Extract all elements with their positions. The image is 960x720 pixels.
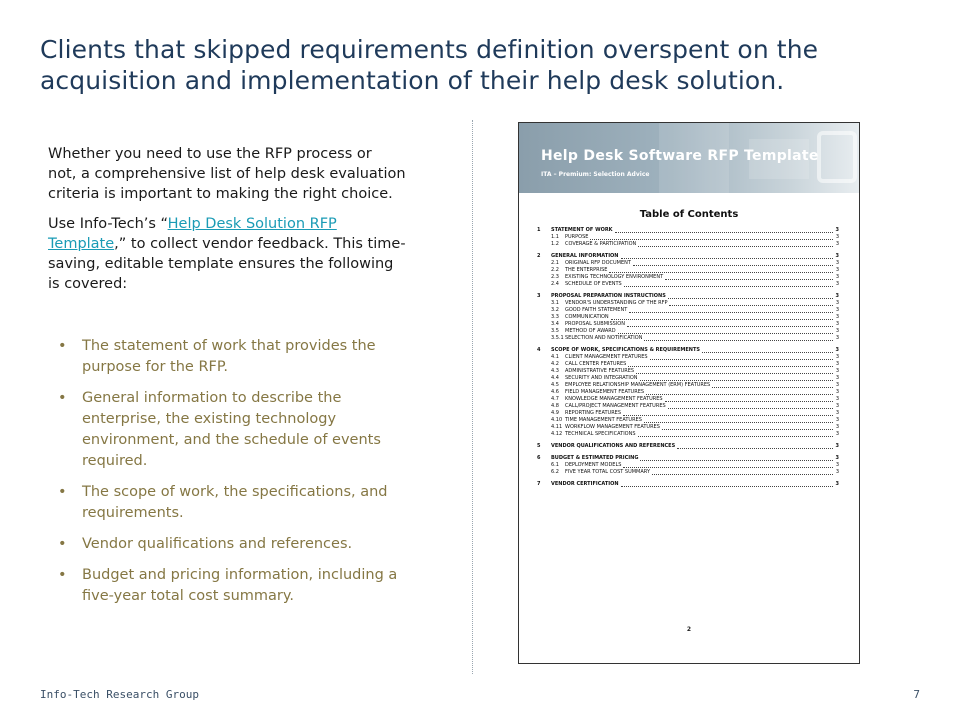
toc-leader-dots <box>638 246 833 247</box>
toc-leader-dots <box>668 408 833 409</box>
page-title <box>40 34 940 96</box>
toc-row <box>537 314 839 321</box>
toc-label: CALL CENTER FEATURES <box>565 361 627 367</box>
toc-page: 3 <box>835 293 839 299</box>
bullet-item <box>58 388 458 472</box>
toc-page: 3 <box>835 443 839 449</box>
toc-number: 1 <box>537 227 541 233</box>
toc-number: 2.4 <box>551 281 559 287</box>
intro-paragraph-1 <box>48 144 463 204</box>
banner-logo-icon <box>817 131 857 183</box>
toc-leader-dots <box>712 387 833 388</box>
toc-label: VENDOR'S UNDERSTANDING OF THE RFP <box>565 300 668 306</box>
toc-row <box>537 375 839 382</box>
toc-page: 3 <box>835 300 839 306</box>
bullet-line: Budget and pricing information, including a <box>82 567 398 583</box>
toc-row <box>537 281 839 288</box>
toc-leader-dots <box>611 319 833 320</box>
toc-leader-dots <box>618 333 833 334</box>
toc-leader-dots <box>644 340 833 341</box>
toc-leader-dots <box>646 394 833 395</box>
toc-row <box>537 431 839 438</box>
toc-leader-dots <box>621 486 833 487</box>
bullet-item <box>58 336 458 378</box>
rfp-template-link[interactable]: Help Desk Solution RFP <box>167 216 337 232</box>
toc-page: 3 <box>835 321 839 327</box>
toc-page: 3 <box>835 403 839 409</box>
toc-number: 3.2 <box>551 307 559 313</box>
toc-page: 3 <box>835 410 839 416</box>
toc-row <box>537 293 839 300</box>
bullet-line: requirements. <box>82 505 184 521</box>
intro-paragraph-2 <box>48 214 463 294</box>
toc-label: SECURITY AND INTEGRATION <box>565 375 638 381</box>
toc-label: COMMUNICATION <box>565 314 609 320</box>
toc-page: 3 <box>835 335 839 341</box>
page-title-line-2: acquisition and implementation of their help desk solution. <box>40 66 785 95</box>
toc-leader-dots <box>609 272 833 273</box>
toc-number: 4.4 <box>551 375 559 381</box>
toc-page: 3 <box>835 382 839 388</box>
toc-row <box>537 267 839 274</box>
intro-p1-line: not, a comprehensive list of help desk evaluation <box>48 166 406 182</box>
toc-page: 3 <box>835 281 839 287</box>
toc-number: 4.6 <box>551 389 559 395</box>
toc-label: EMPLOYEE RELATIONSHIP MANAGEMENT (ERM) FEATURES <box>565 382 711 388</box>
toc-label: ORIGINAL RFP DOCUMENT <box>565 260 631 266</box>
bullet-item <box>58 534 458 555</box>
bullet-line: purpose for the RFP. <box>82 359 228 375</box>
toc-number: 4.12 <box>551 431 563 437</box>
toc-leader-dots <box>640 380 833 381</box>
toc-page: 3 <box>835 241 839 247</box>
toc-page: 3 <box>835 307 839 313</box>
toc-row <box>537 443 839 450</box>
toc-page: 3 <box>835 424 839 430</box>
toc-page: 3 <box>835 455 839 461</box>
bullet-line: environment, and the schedule of events <box>82 432 381 448</box>
bullet-line: enterprise, the existing technology <box>82 411 337 427</box>
toc-label: WORKFLOW MANAGEMENT FEATURES <box>565 424 660 430</box>
doc-banner <box>519 123 859 193</box>
toc-label: KNOWLEDGE MANAGEMENT FEATURES <box>565 396 663 402</box>
toc-page: 3 <box>835 481 839 487</box>
toc-number: 4.9 <box>551 410 559 416</box>
toc-page: 3 <box>835 469 839 475</box>
toc-number: 4 <box>537 347 541 353</box>
toc-leader-dots <box>623 467 833 468</box>
toc-leader-dots <box>624 286 833 287</box>
footer-page-number: 7 <box>913 688 920 701</box>
toc-number: 3.5.1 <box>551 335 564 341</box>
toc-page: 3 <box>835 389 839 395</box>
toc-label: VENDOR QUALIFICATIONS AND REFERENCES <box>551 443 676 449</box>
toc-page: 3 <box>835 396 839 402</box>
toc-row <box>537 455 839 462</box>
toc-leader-dots <box>636 373 833 374</box>
toc-row <box>537 274 839 281</box>
toc-row <box>537 347 839 354</box>
intro-p2-line-2 <box>48 234 463 254</box>
toc-page: 3 <box>835 462 839 468</box>
toc-leader-dots <box>621 258 834 259</box>
page-title-line-1: Clients that skipped requirements definition overspent on the <box>40 35 819 64</box>
bullet-item <box>58 482 458 524</box>
toc-leader-dots <box>652 474 833 475</box>
toc-row <box>537 424 839 431</box>
bullet-line: The statement of work that provides the <box>82 338 376 354</box>
toc-number: 6.2 <box>551 469 559 475</box>
toc-leader-dots <box>650 359 833 360</box>
toc-leader-dots <box>629 312 833 313</box>
bullet-dot-icon: • <box>58 390 67 406</box>
toc-row <box>537 253 839 260</box>
toc-label: GOOD FAITH STATEMENT <box>565 307 628 313</box>
rfp-template-preview <box>518 122 860 664</box>
rfp-template-link-cont[interactable]: Template <box>48 236 115 252</box>
toc-page: 3 <box>835 267 839 273</box>
toc-leader-dots <box>627 326 833 327</box>
toc-number: 3.3 <box>551 314 559 320</box>
toc-label: PURPOSE <box>565 234 589 240</box>
toc-number: 4.11 <box>551 424 563 430</box>
toc-row <box>537 469 839 476</box>
bullet-line: Vendor qualifications and references. <box>82 536 353 552</box>
toc-page: 3 <box>835 368 839 374</box>
toc-number: 3 <box>537 293 541 299</box>
toc-leader-dots <box>590 239 833 240</box>
toc-page: 3 <box>835 234 839 240</box>
footer-company: Info-Tech Research Group <box>40 688 199 701</box>
toc-number: 2.3 <box>551 274 559 280</box>
toc-number: 4.10 <box>551 417 563 423</box>
toc-row <box>537 361 839 368</box>
bullet-dot-icon: • <box>58 567 67 583</box>
intro-p2-line-1 <box>48 214 463 234</box>
toc-leader-dots <box>669 305 833 306</box>
toc-label: TECHNICAL SPECIFICATIONS <box>565 431 636 437</box>
intro-section <box>48 144 463 304</box>
toc-leader-dots <box>615 232 833 233</box>
toc-label: CLIENT MANAGEMENT FEATURES <box>565 354 648 360</box>
toc-label: VENDOR CERTIFICATION <box>551 481 619 487</box>
toc-leader-dots <box>677 448 833 449</box>
toc-label: PROPOSAL SUBMISSION <box>565 321 625 327</box>
toc-number: 2 <box>537 253 541 259</box>
toc-label: DEPLOYMENT MODELS <box>565 462 622 468</box>
toc-leader-dots <box>633 265 833 266</box>
bullet-dot-icon: • <box>58 338 67 354</box>
toc-row <box>537 260 839 267</box>
toc-label: SCHEDULE OF EVENTS <box>565 281 622 287</box>
toc-label: COVERAGE & PARTICIPATION <box>565 241 637 247</box>
toc-row <box>537 328 839 335</box>
toc-row <box>537 241 839 248</box>
toc-row <box>537 307 839 314</box>
toc-number: 6 <box>537 455 541 461</box>
toc-number: 7 <box>537 481 541 487</box>
toc-leader-dots <box>640 460 833 461</box>
column-divider <box>472 120 473 674</box>
toc-label: TIME MANAGEMENT FEATURES <box>565 417 642 423</box>
toc-label: BUDGET & ESTIMATED PRICING <box>551 455 639 461</box>
toc-leader-dots <box>638 436 833 437</box>
toc-leader-dots <box>628 366 833 367</box>
intro-p2-after-link: ,” to collect vendor feedback. This time- <box>114 236 406 252</box>
intro-p1-line: Whether you need to use the RFP process or <box>48 146 372 162</box>
toc-row <box>537 417 839 424</box>
toc-number: 5 <box>537 443 541 449</box>
toc-label: METHOD OF AWARD <box>565 328 616 334</box>
bullet-line: The scope of work, the specifications, and <box>82 484 388 500</box>
bullet-line: five-year total cost summary. <box>82 588 294 604</box>
toc-label: SELECTION AND NOTIFICATION <box>565 335 643 341</box>
table-of-contents <box>537 227 839 488</box>
toc-page: 3 <box>835 314 839 320</box>
toc-row <box>537 410 839 417</box>
toc-label: SCOPE OF WORK, SPECIFICATIONS & REQUIREMENTS <box>551 347 700 353</box>
toc-page: 3 <box>835 417 839 423</box>
toc-number: 3.4 <box>551 321 559 327</box>
toc-row <box>537 389 839 396</box>
toc-label: THE ENTERPRISE <box>565 267 608 273</box>
toc-page: 3 <box>835 375 839 381</box>
toc-number: 4.3 <box>551 368 559 374</box>
toc-row <box>537 354 839 361</box>
toc-number: 4.8 <box>551 403 559 409</box>
toc-row <box>537 368 839 375</box>
toc-leader-dots <box>668 298 833 299</box>
toc-label: FIVE YEAR TOTAL COST SUMMARY <box>565 469 651 475</box>
toc-row <box>537 481 839 488</box>
toc-label: FIELD MANAGEMENT FEATURES <box>565 389 645 395</box>
coverage-bullet-list <box>58 336 458 617</box>
toc-row <box>537 335 839 342</box>
doc-page-number: 2 <box>686 626 692 633</box>
toc-leader-dots <box>623 415 833 416</box>
intro-p2-line-3: saving, editable template ensures the following <box>48 256 394 272</box>
toc-number: 3.5 <box>551 328 559 334</box>
bullet-dot-icon: • <box>58 536 67 552</box>
toc-number: 6.1 <box>551 462 559 468</box>
toc-row <box>537 382 839 389</box>
toc-label: STATEMENT OF WORK <box>551 227 613 233</box>
toc-page: 3 <box>835 260 839 266</box>
doc-title: Help Desk Software RFP Template <box>541 148 819 164</box>
bullet-line: General information to describe the <box>82 390 342 406</box>
toc-leader-dots <box>702 352 833 353</box>
toc-label: GENERAL INFORMATION <box>551 253 619 259</box>
toc-label: EXISTING TECHNOLOGY ENVIRONMENT <box>565 274 664 280</box>
toc-heading: Table of Contents <box>639 209 739 220</box>
toc-row <box>537 462 839 469</box>
bullet-dot-icon: • <box>58 484 67 500</box>
toc-number: 4.7 <box>551 396 559 402</box>
toc-page: 3 <box>835 328 839 334</box>
toc-page: 3 <box>835 361 839 367</box>
doc-subtitle: ITA – Premium: Selection Advice <box>541 171 650 178</box>
intro-p1-line: criteria is important to making the right choice. <box>48 186 393 202</box>
toc-leader-dots <box>644 422 833 423</box>
toc-leader-dots <box>662 429 833 430</box>
toc-row <box>537 403 839 410</box>
toc-page: 3 <box>835 227 839 233</box>
toc-page: 3 <box>835 431 839 437</box>
bullet-item <box>58 565 458 607</box>
toc-label: CALL/PROJECT MANAGEMENT FEATURES <box>565 403 666 409</box>
toc-leader-dots <box>665 401 833 402</box>
toc-label: PROPOSAL PREPARATION INSTRUCTIONS <box>551 293 666 299</box>
toc-number: 2.1 <box>551 260 559 266</box>
bullet-line: required. <box>82 453 148 469</box>
toc-page: 3 <box>835 347 839 353</box>
toc-row <box>537 300 839 307</box>
toc-row <box>537 321 839 328</box>
toc-number: 3.1 <box>551 300 559 306</box>
toc-number: 1.1 <box>551 234 559 240</box>
toc-number: 1.2 <box>551 241 559 247</box>
toc-row <box>537 234 839 241</box>
toc-number: 4.5 <box>551 382 559 388</box>
toc-page: 3 <box>835 354 839 360</box>
toc-number: 4.2 <box>551 361 559 367</box>
toc-label: ADMINISTRATIVE FEATURES <box>565 368 635 374</box>
toc-row <box>537 227 839 234</box>
toc-number: 2.2 <box>551 267 559 273</box>
toc-number: 4.1 <box>551 354 559 360</box>
toc-leader-dots <box>665 279 833 280</box>
toc-page: 3 <box>835 253 839 259</box>
toc-page: 3 <box>835 274 839 280</box>
toc-row <box>537 396 839 403</box>
toc-label: REPORTING FEATURES <box>565 410 622 416</box>
intro-p2-prefix: Use Info-Tech’s “ <box>48 216 168 232</box>
intro-p2-line-4: is covered: <box>48 276 128 292</box>
